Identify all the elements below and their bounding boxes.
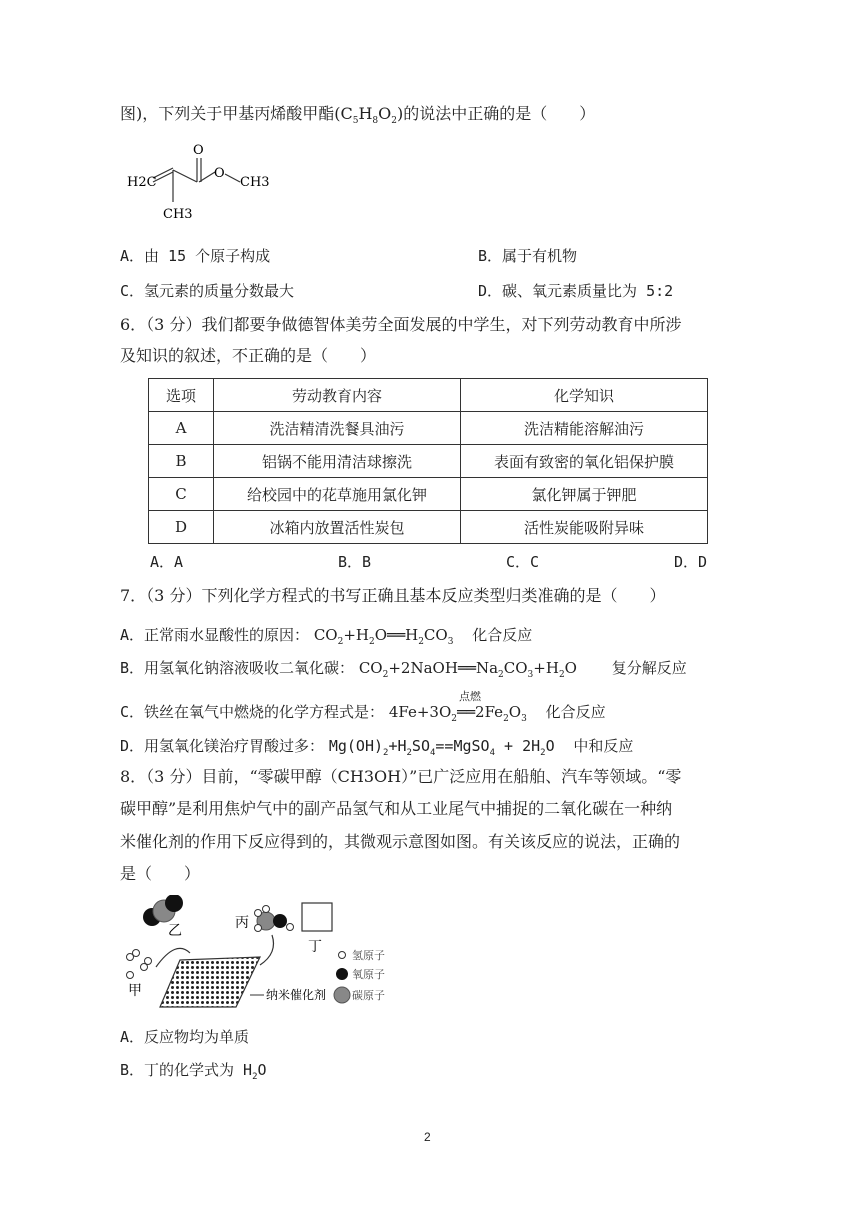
o-mid-label: O: [214, 166, 225, 181]
q6-option-b[interactable]: B．B: [338, 553, 372, 571]
catalyst-surface: [160, 957, 260, 1007]
table-cell: A: [149, 412, 214, 445]
legend-o: 氧原子: [352, 968, 385, 981]
q7-b-text: B．用氢氧化钠溶液吸收二氧化碳：: [120, 659, 355, 677]
table-cell: 表面有致密的氧化铝保护膜: [461, 445, 708, 478]
q8-line1: 8．（3 分）目前，“零碳甲醇（CH3OH）”已广泛应用在船舶、汽车等领域。“零: [120, 767, 682, 786]
legend-o-icon: [336, 968, 348, 980]
table-cell: 铝锅不能用清洁球擦洗: [214, 445, 461, 478]
o-top-label: O: [193, 143, 204, 158]
q7-c-equation: $4Fe+3O_2$ 点燃 $══2Fe_2O_3$: [389, 703, 527, 721]
q7-a-type: 化合反应: [472, 626, 533, 644]
q5-option-b[interactable]: B．属于有机物: [478, 247, 578, 265]
methyl-methacrylate-structure: [125, 140, 285, 235]
label-yi: 乙: [168, 923, 182, 939]
q6-option-c[interactable]: C．C: [506, 553, 540, 571]
q7-d-type: 中和反应: [573, 737, 634, 755]
q8-line4: 是（ ）: [120, 864, 201, 883]
table-row: [149, 445, 708, 478]
table-header-row: [149, 379, 708, 412]
q6-table: [148, 378, 708, 544]
q5-option-c[interactable]: C．氢元素的质量分数最大: [120, 282, 295, 300]
table-cell: 洗洁精能溶解油污: [461, 412, 708, 445]
table-cell: B: [149, 445, 214, 478]
table-cell: D: [149, 511, 214, 544]
q7-b-equation: $CO_2+2NaOH══Na_2CO_3+H_2O$: [358, 659, 577, 680]
q7-option-d[interactable]: [120, 736, 633, 763]
table-cell: 洗洁精清洗餐具油污: [214, 412, 461, 445]
q7-c-type: 化合反应: [545, 703, 606, 721]
table-row: [149, 478, 708, 511]
ch3-right-label: CH3: [240, 175, 270, 190]
legend-c-icon: [334, 987, 350, 1003]
q7-d-text: D．用氢氧化镁治疗胃酸过多：: [120, 737, 325, 755]
q7-stem: 7．（3 分）下列化学方程式的书写正确且基本反应类型归类准确的是（ ）: [120, 586, 666, 605]
q5-option-d[interactable]: D．碳、氧元素质量比为 5:2: [478, 282, 674, 300]
table-cell: 活性炭能吸附异味: [461, 511, 708, 544]
q5-option-a[interactable]: A．由 15 个原子构成: [120, 247, 271, 265]
q7-a-text: A．正常雨水显酸性的原因：: [120, 626, 310, 644]
ch3-bottom-label: CH3: [163, 207, 193, 222]
table-header-cell: 选项: [149, 379, 214, 412]
legend-c: 碳原子: [352, 989, 385, 1002]
table-cell: 氯化钾属于钾肥: [461, 478, 708, 511]
table-row: [149, 412, 708, 445]
table-header-cell: 劳动教育内容: [214, 379, 461, 412]
label-bing: 丙: [235, 915, 249, 931]
q6-option-d[interactable]: D．D: [674, 553, 708, 571]
q7-c-condition: 点燃: [458, 690, 481, 703]
q8-option-a[interactable]: A．反应物均为单质: [120, 1028, 250, 1046]
table-cell: C: [149, 478, 214, 511]
q8-line3: 米催化剂的作用下反应得到的，其微观示意图如图。有关该反应的说法，正确的: [120, 832, 681, 851]
q8-option-b[interactable]: B．丁的化学式为 $H_2O$: [120, 1061, 267, 1082]
q7-option-a[interactable]: [120, 625, 532, 652]
h2c-label: H2C: [127, 175, 157, 190]
legend-h-icon: [339, 952, 346, 959]
table-cell: 给校园中的花草施用氯化钾: [214, 478, 461, 511]
legend-h: 氢原子: [352, 949, 385, 962]
q8-micro-diagram: [120, 895, 400, 1020]
q6-stem-line1: 6．（3 分）我们都要争做德智体美劳全面发展的中学生，对下列劳动教育中所涉: [120, 315, 682, 334]
page-number: 2: [424, 1130, 431, 1144]
q7-b-type: 复分解反应: [611, 659, 687, 677]
table-cell: 冰箱内放置活性炭包: [214, 511, 461, 544]
q7-option-b[interactable]: [120, 658, 687, 685]
table-row: [149, 511, 708, 544]
q5-stem-text: 图)，下列关于甲基丙烯酸甲酯$(C_5H_8O_2)$的说法中正确的是（ ）: [120, 104, 596, 127]
q7-c-text: C．铁丝在氧气中燃烧的化学方程式是：: [120, 703, 385, 721]
q7-a-equation: $CO_2+H_2O══H_2CO_3$: [313, 626, 454, 647]
catalyst-label: 纳米催化剂: [266, 988, 327, 1002]
unknown-product-box: [302, 903, 332, 931]
q5-stem: [120, 103, 595, 132]
q6-stem-line2: 及知识的叙述，不正确的是（ ）: [120, 346, 377, 365]
table-header-cell: 化学知识: [461, 379, 708, 412]
q7-d-equation: $Mg(OH)_2+H_2SO_4==MgSO_4 + 2H_2O$: [328, 737, 555, 758]
q8-line2: 碳甲醇”是利用焦炉气中的副产品氢气和从工业尾气中捕捉的二氧化碳在一种纳: [120, 799, 673, 818]
q7-option-c[interactable]: [120, 690, 606, 729]
q6-option-a[interactable]: A．A: [150, 553, 184, 571]
label-ding: 丁: [308, 939, 322, 955]
label-jia: 甲: [128, 983, 142, 999]
